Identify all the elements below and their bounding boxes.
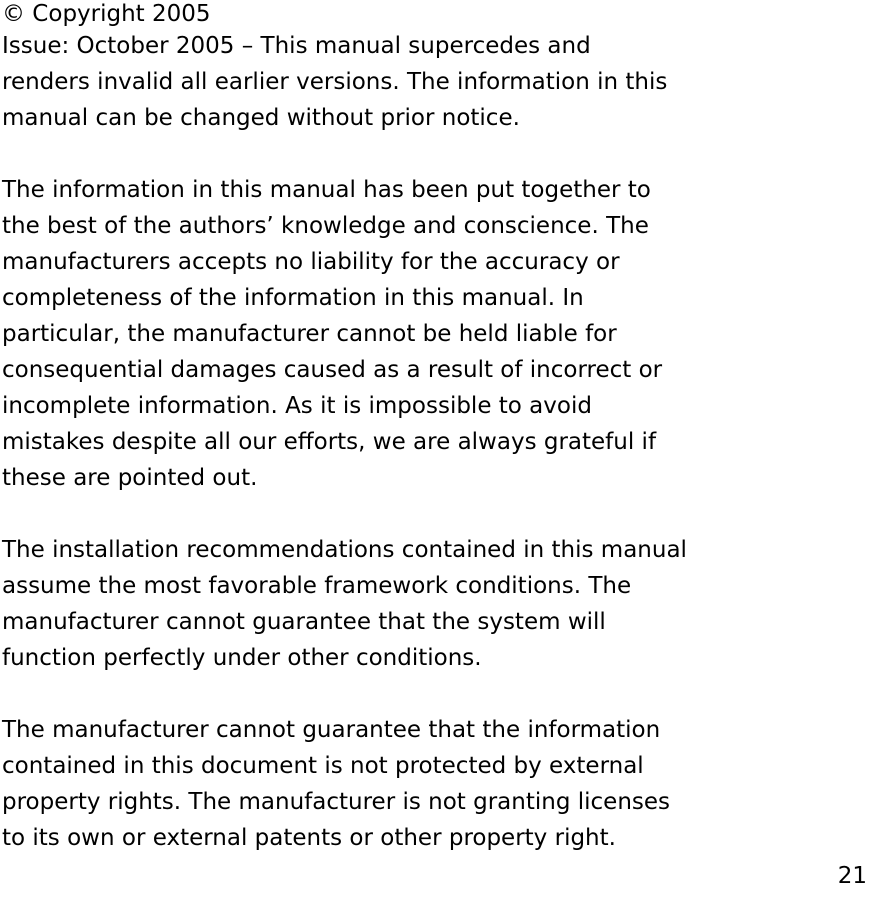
text-line: manufacturers accepts no liability for the accuracy or (2, 249, 620, 275)
text-line: Issue: October 2005 – This manual supercedes and (2, 33, 591, 59)
paragraph-liability (2, 172, 873, 496)
text-line: manual can be changed without prior notice. (2, 105, 520, 131)
page-number: 21 (837, 863, 867, 889)
text-line: The manufacturer cannot guarantee that the information (2, 717, 661, 743)
paragraph-gap (2, 496, 873, 532)
text-line: The installation recommendations contained in this manual (2, 537, 687, 563)
text-line: incomplete information. As it is impossible to avoid (2, 393, 592, 419)
text-line: The information in this manual has been put together to (2, 177, 651, 203)
paragraph-gap (2, 136, 873, 172)
text-line: mistakes despite all our efforts, we are always grateful if (2, 429, 657, 455)
paragraph-gap (2, 676, 873, 712)
text-line: particular, the manufacturer cannot be held liable for (2, 321, 617, 347)
document-page (2, 0, 873, 856)
text-line: renders invalid all earlier versions. The information in this (2, 69, 668, 95)
text-line: to its own or external patents or other property right. (2, 825, 616, 851)
copyright-line: © Copyright 2005 (2, 1, 211, 27)
paragraph-property-rights (2, 712, 873, 856)
paragraph-issue (2, 28, 873, 136)
text-line: the best of the authors’ knowledge and conscience. The (2, 213, 649, 239)
text-line: contained in this document is not protected by external (2, 753, 644, 779)
text-line: these are pointed out. (2, 465, 258, 491)
text-line: consequential damages caused as a result of incorrect or (2, 357, 663, 383)
text-line: completeness of the information in this manual. In (2, 285, 584, 311)
text-line: manufacturer cannot guarantee that the system will (2, 609, 606, 635)
paragraph-installation (2, 532, 873, 676)
text-line: property rights. The manufacturer is not granting licenses (2, 789, 671, 815)
text-line: function perfectly under other conditions. (2, 645, 482, 671)
text-line: assume the most favorable framework conditions. The (2, 573, 632, 599)
